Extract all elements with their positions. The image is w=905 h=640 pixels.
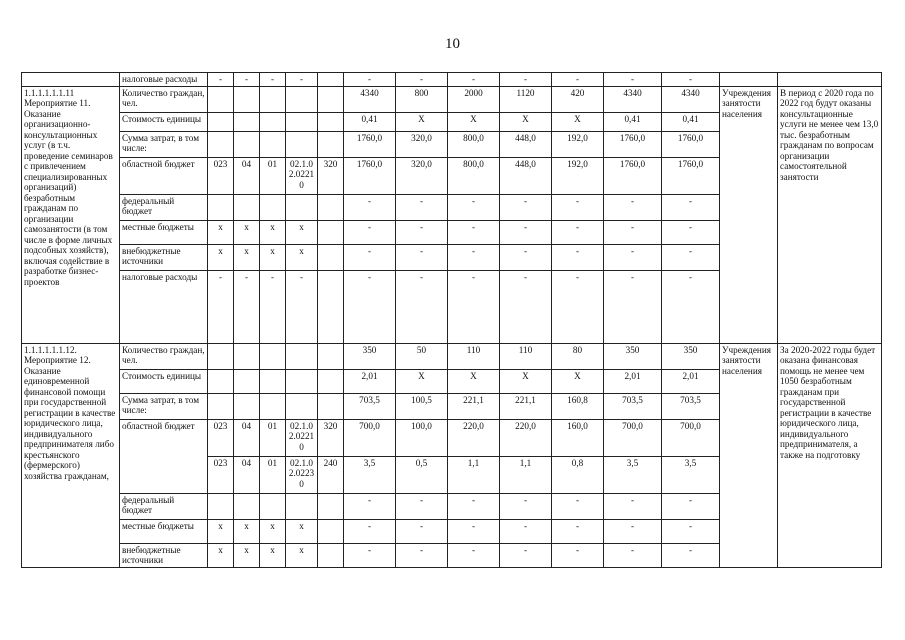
budget-code: x (234, 220, 260, 244)
budget-code: - (234, 270, 260, 343)
value-cell: - (552, 543, 604, 567)
value-cell: 1760,0 (604, 157, 662, 194)
value-cell: - (500, 220, 552, 244)
value-cell: 700,0 (344, 419, 396, 456)
value-cell: 1760,0 (662, 157, 720, 194)
value-cell: - (552, 270, 604, 343)
value-cell: - (344, 493, 396, 519)
value-cell: 4340 (662, 86, 720, 112)
budget-code (208, 369, 234, 393)
indicator-name: Количество граждан, чел. (120, 86, 208, 112)
budget-code (234, 112, 260, 131)
value-cell: - (448, 194, 500, 220)
value-cell: - (344, 194, 396, 220)
value-cell: - (662, 73, 720, 87)
value-cell: 221,1 (500, 393, 552, 419)
value-cell: 2000 (448, 86, 500, 112)
value-cell: - (448, 543, 500, 567)
value-cell: 350 (662, 343, 720, 369)
budget-code: 023 (208, 419, 234, 456)
value-cell: - (604, 519, 662, 543)
budget-code: 01 (260, 157, 286, 194)
value-cell: - (396, 270, 448, 343)
value-cell: - (662, 244, 720, 270)
budget-code (318, 393, 344, 419)
value-cell: - (662, 270, 720, 343)
value-cell: - (344, 543, 396, 567)
value-cell: - (604, 493, 662, 519)
value-cell: - (552, 493, 604, 519)
value-cell: - (448, 220, 500, 244)
value-cell: 700,0 (662, 419, 720, 456)
value-cell: 50 (396, 343, 448, 369)
value-cell: - (500, 244, 552, 270)
budget-code: x (234, 244, 260, 270)
indicator-name: федеральный бюджет (120, 194, 208, 220)
value-cell: 0,8 (552, 456, 604, 493)
value-cell: - (396, 194, 448, 220)
value-cell: - (500, 270, 552, 343)
executor-cell: Учреждения занятости населения (720, 343, 778, 567)
indicator-name: областной бюджет (120, 157, 208, 194)
value-cell: 2,01 (662, 369, 720, 393)
budget-code (260, 86, 286, 112)
budget-code: x (208, 244, 234, 270)
budget-code: 023 (208, 157, 234, 194)
budget-code (234, 493, 260, 519)
value-cell: 3,5 (344, 456, 396, 493)
value-cell: 221,1 (448, 393, 500, 419)
indicator-name: Стоимость единицы (120, 112, 208, 131)
value-cell: 448,0 (500, 157, 552, 194)
budget-code: x (234, 519, 260, 543)
budget-code: x (286, 244, 318, 270)
budget-code (318, 86, 344, 112)
value-cell: - (604, 244, 662, 270)
indicator-name: налоговые расходы (120, 73, 208, 87)
value-cell: 448,0 (500, 131, 552, 157)
value-cell: - (396, 519, 448, 543)
budget-code (234, 131, 260, 157)
indicator-name: областной бюджет (120, 419, 208, 493)
budget-code (286, 112, 318, 131)
budget-code (286, 194, 318, 220)
value-cell: - (662, 493, 720, 519)
budget-code (208, 194, 234, 220)
budget-code (318, 73, 344, 87)
budget-code: x (260, 543, 286, 567)
value-cell: - (344, 73, 396, 87)
budget-code (208, 493, 234, 519)
budget-code: 01 (260, 456, 286, 493)
budget-code (208, 393, 234, 419)
budget-code: 04 (234, 456, 260, 493)
value-cell: 3,5 (662, 456, 720, 493)
value-cell: - (448, 493, 500, 519)
indicator-name: федеральный бюджет (120, 493, 208, 519)
value-cell: - (500, 493, 552, 519)
budget-code (286, 493, 318, 519)
budget-code (318, 519, 344, 543)
value-cell: 3,5 (604, 456, 662, 493)
value-cell: X (448, 112, 500, 131)
value-cell: - (500, 73, 552, 87)
budget-code (286, 343, 318, 369)
value-cell: - (448, 244, 500, 270)
value-cell: - (396, 543, 448, 567)
value-cell: - (604, 543, 662, 567)
value-cell: 800,0 (448, 157, 500, 194)
page-number: 10 (445, 36, 460, 52)
budget-code: 320 (318, 419, 344, 456)
value-cell: 2,01 (344, 369, 396, 393)
budget-code (318, 270, 344, 343)
result-cell (778, 73, 882, 87)
measure-title: 1.1.1.1.1.1.12. Мероприятие 12. Оказание единовременной финансовой помощи при государственной регистрации в качестве юридического лица, индивидуального предпринимателя либо крестьянского (фермерского) хозяйства гражданам, (22, 343, 120, 567)
value-cell: 703,5 (662, 393, 720, 419)
value-cell: 2,01 (604, 369, 662, 393)
value-cell: - (604, 220, 662, 244)
budget-code: 01 (260, 419, 286, 456)
budget-code (234, 343, 260, 369)
budget-code (318, 343, 344, 369)
budget-code: - (260, 270, 286, 343)
budget-code (208, 343, 234, 369)
value-cell: 350 (604, 343, 662, 369)
budget-code: x (260, 220, 286, 244)
budget-code (286, 369, 318, 393)
budget-code: - (286, 73, 318, 87)
value-cell: 192,0 (552, 131, 604, 157)
value-cell: 1760,0 (344, 157, 396, 194)
budget-code (234, 369, 260, 393)
value-cell: 110 (500, 343, 552, 369)
budget-code (260, 369, 286, 393)
budget-code: - (208, 73, 234, 87)
value-cell: - (344, 244, 396, 270)
value-cell: 420 (552, 86, 604, 112)
budget-code (260, 393, 286, 419)
value-cell: - (500, 543, 552, 567)
budget-code (208, 112, 234, 131)
budget-code (318, 220, 344, 244)
value-cell: - (662, 220, 720, 244)
value-cell: 4340 (604, 86, 662, 112)
budget-code: x (234, 543, 260, 567)
value-cell: 1,1 (500, 456, 552, 493)
value-cell: 1120 (500, 86, 552, 112)
value-cell: 1760,0 (344, 131, 396, 157)
budget-code: - (260, 73, 286, 87)
budget-code (260, 112, 286, 131)
indicator-name: внебюджетные источники (120, 543, 208, 567)
budget-code (318, 131, 344, 157)
budget-code (234, 86, 260, 112)
result-cell: В период с 2020 года по 2022 год будут оказаны консультационные услуги не менее чем 13,0 тыс. безработным гражданам по вопросам организации самостоятельной занятости (778, 86, 882, 343)
value-cell: 80 (552, 343, 604, 369)
budget-code (318, 369, 344, 393)
value-cell: - (552, 73, 604, 87)
budget-code (260, 194, 286, 220)
value-cell: X (500, 112, 552, 131)
value-cell: - (396, 220, 448, 244)
value-cell: 160,0 (552, 419, 604, 456)
value-cell: 350 (344, 343, 396, 369)
budget-code: - (286, 270, 318, 343)
value-cell: X (500, 369, 552, 393)
value-cell: - (604, 270, 662, 343)
value-cell: 703,5 (344, 393, 396, 419)
value-cell: 1,1 (448, 456, 500, 493)
budget-code: x (286, 220, 318, 244)
value-cell: - (552, 519, 604, 543)
budget-code (260, 131, 286, 157)
indicator-name: налоговые расходы (120, 270, 208, 343)
value-cell: 110 (448, 343, 500, 369)
value-cell: - (662, 519, 720, 543)
value-cell: - (552, 220, 604, 244)
budget-code (318, 194, 344, 220)
value-cell: X (396, 112, 448, 131)
result-cell: За 2020-2022 годы будет оказана финансовая помощь не менее чем 1050 безработным гражданам при государственной регистрации в качестве юридического лица, индивидуального предпринимателя, а также на подготовку (778, 343, 882, 567)
value-cell: 160,8 (552, 393, 604, 419)
value-cell: 800,0 (448, 131, 500, 157)
budget-code (208, 86, 234, 112)
value-cell: - (604, 194, 662, 220)
indicator-name: местные бюджеты (120, 220, 208, 244)
value-cell: - (604, 73, 662, 87)
value-cell: - (448, 73, 500, 87)
budget-code: x (260, 519, 286, 543)
table-row (22, 343, 882, 369)
budget-code (318, 112, 344, 131)
budget-code: - (208, 270, 234, 343)
budget-code: 04 (234, 157, 260, 194)
indicator-name: внебюджетные источники (120, 244, 208, 270)
program-measures-table (21, 72, 882, 568)
value-cell: - (344, 519, 396, 543)
value-cell: 192,0 (552, 157, 604, 194)
value-cell: 0,41 (604, 112, 662, 131)
measure-cell-empty (22, 73, 120, 87)
budget-code (286, 393, 318, 419)
budget-code (318, 493, 344, 519)
budget-code: 320 (318, 157, 344, 194)
value-cell: X (552, 369, 604, 393)
value-cell: - (662, 543, 720, 567)
value-cell: 703,5 (604, 393, 662, 419)
value-cell: - (500, 194, 552, 220)
table-row (22, 86, 882, 112)
value-cell: 1760,0 (662, 131, 720, 157)
budget-code: x (208, 220, 234, 244)
indicator-name: местные бюджеты (120, 519, 208, 543)
budget-code: x (286, 519, 318, 543)
budget-code (318, 543, 344, 567)
value-cell: - (552, 244, 604, 270)
value-cell: 700,0 (604, 419, 662, 456)
value-cell: - (344, 270, 396, 343)
value-cell: - (552, 194, 604, 220)
value-cell: 100,5 (396, 393, 448, 419)
budget-code: x (260, 244, 286, 270)
budget-code (208, 131, 234, 157)
value-cell: X (448, 369, 500, 393)
value-cell: 320,0 (396, 157, 448, 194)
measure-title: 1.1.1.1.1.1.11 Мероприятие 11. Оказание организационно-консультационных услуг (в т.ч. проведение семинаров с привлечением специализированных организаций) безработным гражданам по организации самозанятости (в том числе в форме личных подсобных хозяйств), включая содействие в разработке бизнес-проектов (22, 86, 120, 343)
budget-code (286, 131, 318, 157)
value-cell: 220,0 (500, 419, 552, 456)
value-cell: - (344, 220, 396, 244)
budget-code (260, 493, 286, 519)
budget-code (318, 244, 344, 270)
value-cell: 100,0 (396, 419, 448, 456)
value-cell: - (662, 194, 720, 220)
executor-cell: Учреждения занятости населения (720, 86, 778, 343)
value-cell: - (500, 519, 552, 543)
indicator-name: Стоимость единицы (120, 369, 208, 393)
value-cell: - (396, 73, 448, 87)
value-cell: 0,41 (662, 112, 720, 131)
value-cell: 800 (396, 86, 448, 112)
budget-code: 04 (234, 419, 260, 456)
value-cell: - (396, 244, 448, 270)
executor-cell (720, 73, 778, 87)
value-cell: - (396, 493, 448, 519)
budget-code: 02.1.02.02210 (286, 157, 318, 194)
value-cell: 0,5 (396, 456, 448, 493)
indicator-name: Сумма затрат, в том числе: (120, 393, 208, 419)
value-cell: 0,41 (344, 112, 396, 131)
budget-code: 023 (208, 456, 234, 493)
budget-code: 240 (318, 456, 344, 493)
budget-code: 02.1.02.02210 (286, 419, 318, 456)
value-cell: 4340 (344, 86, 396, 112)
budget-code: 02.1.02.02230 (286, 456, 318, 493)
budget-code: x (286, 543, 318, 567)
budget-code: - (234, 73, 260, 87)
budget-code (260, 343, 286, 369)
value-cell: X (396, 369, 448, 393)
budget-code: x (208, 543, 234, 567)
value-cell: 220,0 (448, 419, 500, 456)
budget-code: x (208, 519, 234, 543)
table-row (22, 73, 882, 87)
value-cell: 320,0 (396, 131, 448, 157)
value-cell: 1760,0 (604, 131, 662, 157)
value-cell: - (448, 519, 500, 543)
budget-code (234, 393, 260, 419)
table-body (22, 73, 882, 568)
indicator-name: Количество граждан, чел. (120, 343, 208, 369)
budget-code (286, 86, 318, 112)
value-cell: - (448, 270, 500, 343)
indicator-name: Сумма затрат, в том числе: (120, 131, 208, 157)
budget-code (234, 194, 260, 220)
value-cell: X (552, 112, 604, 131)
